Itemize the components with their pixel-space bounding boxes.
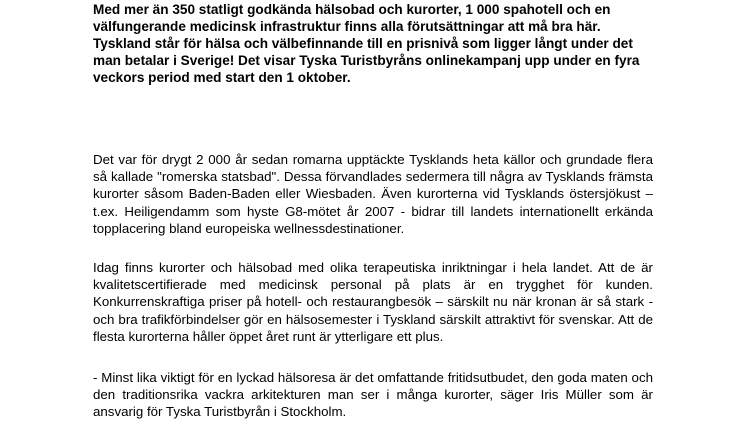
body-paragraph-history: Det var för drygt 2 000 år sedan romarna upptäckte Tysklands heta källor och grundade flera så kallade "romerska statsbad". Dessa förvandlades sedermera till några av Tysklands främsta kurorter såsom Baden-Baden eller Wiesbaden. Även kurorterna vid Tysklands östersjökust – t.ex. Heiligendamm som hyste G8-mötet år 2007 - bidrar till landets internationellt erkända topplacering bland europeiska wellnessdestinationer.	[93, 152, 653, 236]
document-page	[93, 0, 653, 420]
body-paragraph-quote: - Minst lika viktigt för en lyckad hälsoresa är det omfattande fritidsutbudet, den goda maten och den traditionsrika vackra arkitekturen man ser i många kurorter, säger Iris Müller som är ansvarig för Tyska Turistbyrån i Stockholm.	[93, 370, 653, 420]
body-paragraph-today: Idag finns kurorter och hälsobad med olika terapeutiska inriktningar i hela landet. Att de är kvalitetscertifierade med medicinsk personal på plats är en trygghet för kunden. Konkurrenskraftiga priser på hotell- och restaurangbesök – särskilt nu när kronan är så stark - och bra trafikförbindelser gör en hälsosemester i Tyskland särskilt attraktivt för svenskar. Att de flesta kurorterna håller öppet året runt är ytterligare ett plus.	[93, 260, 653, 344]
lede-paragraph: Med mer än 350 statligt godkända hälsobad och kurorter, 1 000 spahotell och en välfungerande medicinsk infrastruktur finns alla förutsättningar att må bra här. Tyskland står för hälsa och välbefinnande till en prisnivå som ligger långt under det man betalar i Sverige! Det visar Tyska Turistbyråns onlinekampanj upp under en fyra veckors period med start den 1 oktober.	[93, 2, 640, 85]
